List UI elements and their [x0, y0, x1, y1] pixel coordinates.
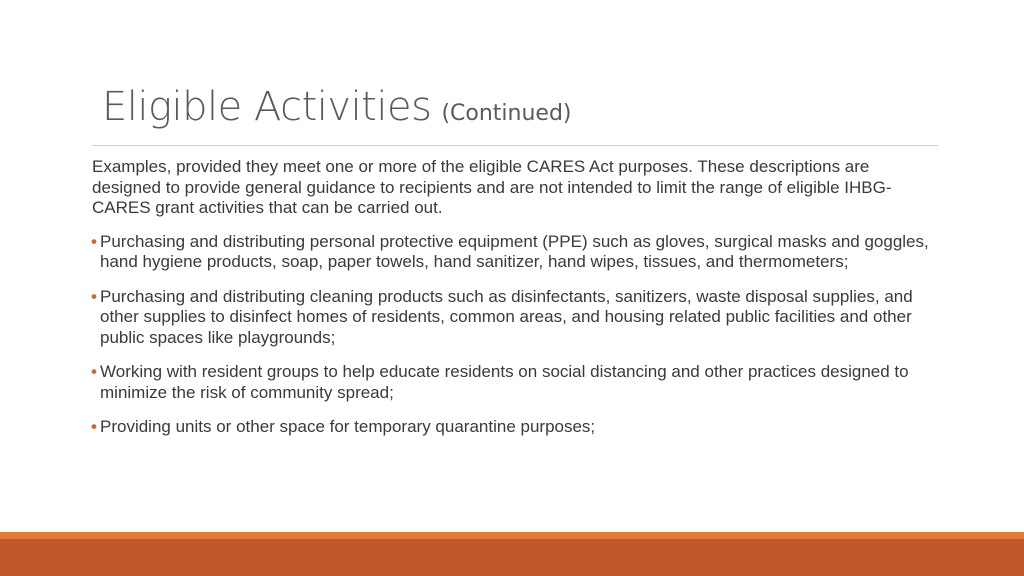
- bullet-dot-icon: •: [91, 231, 97, 251]
- title-divider: [92, 145, 938, 146]
- bullet-item: [92, 362, 938, 403]
- bullet-dot-icon: •: [91, 286, 97, 306]
- bullet-text: Working with resident groups to help educate residents on social distancing and other practices designed to minimize the risk of community spread;: [100, 362, 909, 402]
- bullet-dot-icon: •: [91, 417, 97, 436]
- bullet-text: Providing units or other space for temporary quarantine purposes;: [100, 417, 596, 436]
- bullet-dot-icon: •: [91, 362, 97, 381]
- slide-title-block: [102, 84, 942, 130]
- bullet-item: [92, 417, 938, 438]
- slide-title: Eligible Activities: [102, 84, 432, 130]
- bullet-text: Purchasing and distributing personal protective equipment (PPE) such as gloves, surgical masks and goggles, hand hygiene products, soap, paper towels, hand sanitizer, hand wipes, tissues, and thermometers;: [100, 231, 929, 271]
- slide-title-suffix: (Continued): [441, 101, 572, 126]
- bullet-item: [92, 287, 938, 349]
- bullet-item: [92, 232, 938, 273]
- bullet-list: [92, 232, 938, 438]
- footer-accent-stripe: [0, 532, 1024, 539]
- bullet-text: Purchasing and distributing cleaning products such as disinfectants, sanitizers, waste disposal supplies, and other supplies to disinfect homes of residents, common areas, and housing related public facilities and other public spaces like playgrounds;: [100, 286, 913, 347]
- slide-content: [92, 157, 938, 452]
- intro-paragraph: Examples, provided they meet one or more of the eligible CARES Act purposes. These descriptions are designed to provide general guidance to recipients and are not intended to limit the range of eligible IHBG-CARES grant activities that can be carried out.: [92, 157, 892, 217]
